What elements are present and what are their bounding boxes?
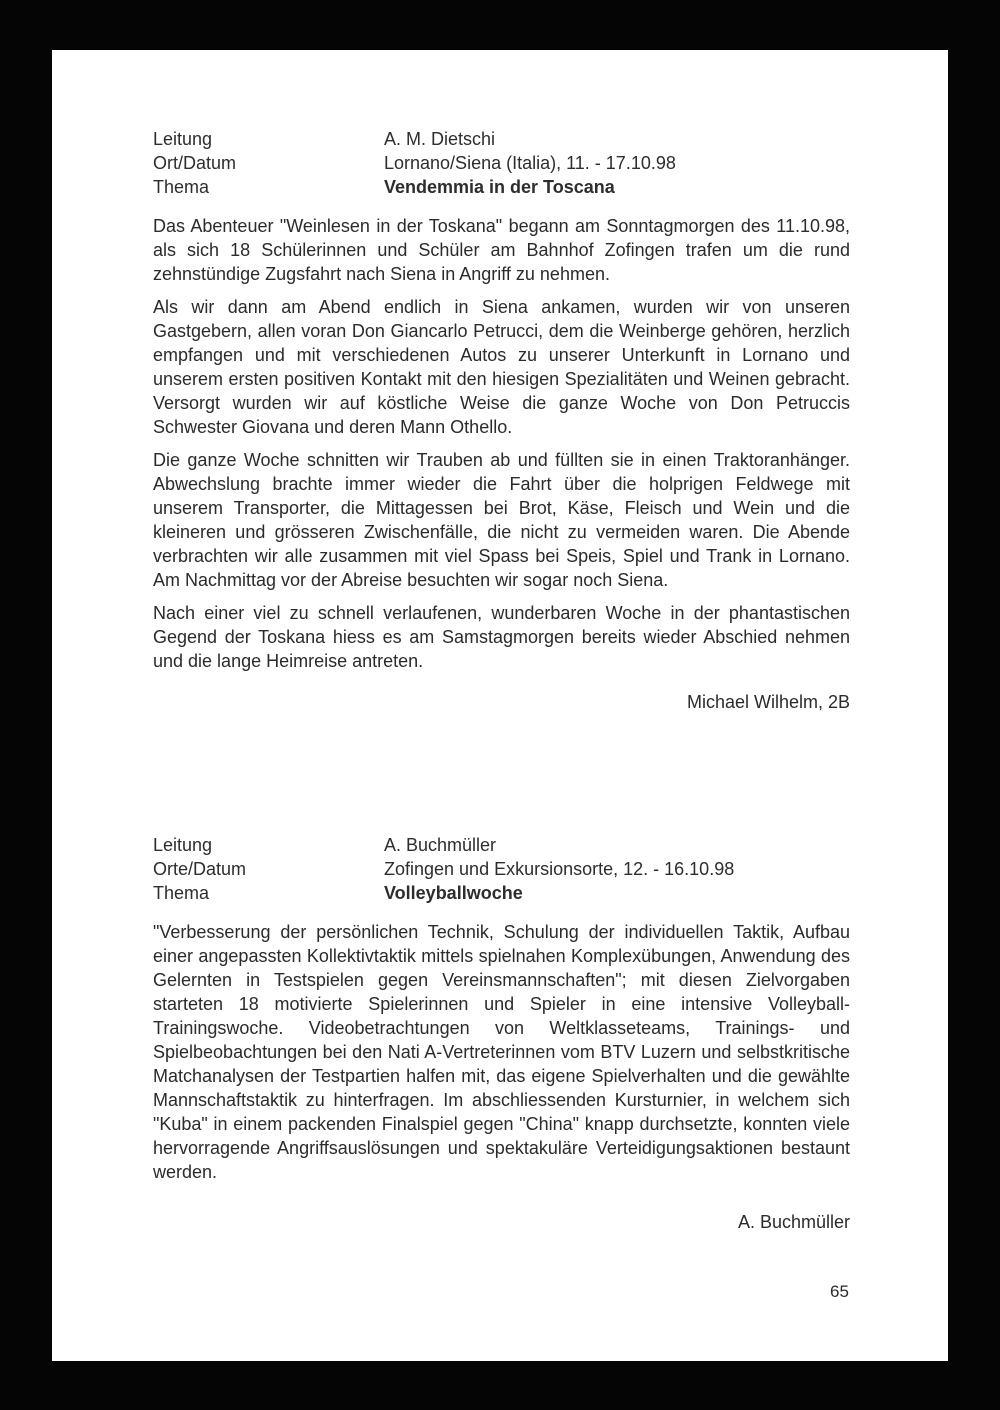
paragraph: Das Abenteuer "Weinlesen in der Toskana" begann am Sonntagmorgen des 11.10.98, als sich 18 Schülerinnen und Schüler am Bahnhof Zofingen trafen um die rund zehnstündige Zugsfahrt nach Siena in Angriff zu nehmen. [153,216,850,284]
meta-value-orte-datum: Zofingen und Exkursionsorte, 12. - 16.10.98 [384,859,735,879]
author-signature: A. Buchmüller [737,1212,850,1232]
meta-label-thema: Thema [153,177,210,197]
meta-label-leitung: Leitung [153,129,213,149]
meta-value-leitung: A. M. Dietschi [384,129,496,149]
meta-label-thema: Thema [153,883,210,903]
paragraph: Die ganze Woche schnitten wir Trauben ab und füllten sie in einen Traktoranhänger. Abwechslung brachte immer wieder die Fahrt über die holprigen Feldwege mit unserem Transporter, die Mittagessen bei Brot, Käse, Fleisch und Wein und die kleineren und grösseren Zwischenfälle, die nicht zu vermeiden waren. Die Abende verbrachten wir alle zusammen mit viel Spass bei Speis, Spiel und Trank in Lornano. Am Nachmittag vor der Abreise besuchten wir sogar noch Siena. [153,450,850,590]
article-title: Vendemmia in der Toscana [384,177,615,197]
meta-label-orte-datum: Orte/Datum [153,859,247,879]
paragraph: "Verbesserung der persönlichen Technik, Schulung der individuellen Taktik, Aufbau einer angepassten Kollektivtaktik mittels spielnahen Komplexübungen, Anwendung des Gelernten in Testspielen gegen Vereinsmannschaften"; mit diesen Zielvorgaben starteten 18 motivierte Spielerinnen und Spieler in eine intensive Volleyball-Trainingswoche. Videobetrachtungen von Weltklasseteams, Trainings- und Spielbeobachtungen bei den Nati A-Vertreterinnen vom BTV Luzern und selbstkritische Matchanalysen der Testpartien halfen mit, das eigene Spielverhalten und die gewählte Mannschaftstaktik zu hinterfragen. Im abschliessenden Kursturnier, in welchem sich "Kuba" in einem packenden Finalspiel gegen "China" knapp durchsetzte, konnten viele hervorragende Angriffsauslösungen und spektakuläre Verteidigungsaktionen bestaunt werden. [153,922,850,1182]
document-page [52,50,948,1361]
meta-label-leitung: Leitung [153,835,213,855]
author-signature: Michael Wilhelm, 2B [686,692,850,712]
article-meta [153,127,850,199]
article-title: Volleyballwoche [384,883,523,903]
article-meta [153,833,850,905]
meta-value-leitung: A. Buchmüller [384,835,497,855]
meta-value-ort-datum: Lornano/Siena (Italia), 11. - 17.10.98 [384,153,676,173]
paragraph: Nach einer viel zu schnell verlaufenen, wunderbaren Woche in der phantastischen Gegend der Toskana hiess es am Samstagmorgen bereits wieder Abschied nehmen und die lange Heimreise antreten. [153,603,850,671]
article-volleyballwoche [153,833,850,1234]
paragraph: Als wir dann am Abend endlich in Siena ankamen, wurden wir von unseren Gastgebern, allen voran Don Giancarlo Petrucci, dem die Weinberge gehören, herzlich empfangen und mit verschiedenen Autos zu unserer Unterkunft in Lornano und unserem ersten positiven Kontakt mit den hiesigen Spezialitäten und Weinen gebracht. Versorgt wurden wir auf köstliche Weise die ganze Woche von Don Petruccis Schwester Giovana und deren Mann Othello. [153,297,850,437]
meta-label-ort-datum: Ort/Datum [153,153,237,173]
page-number: 65 [830,1282,849,1301]
article-vendemmia [153,127,850,714]
